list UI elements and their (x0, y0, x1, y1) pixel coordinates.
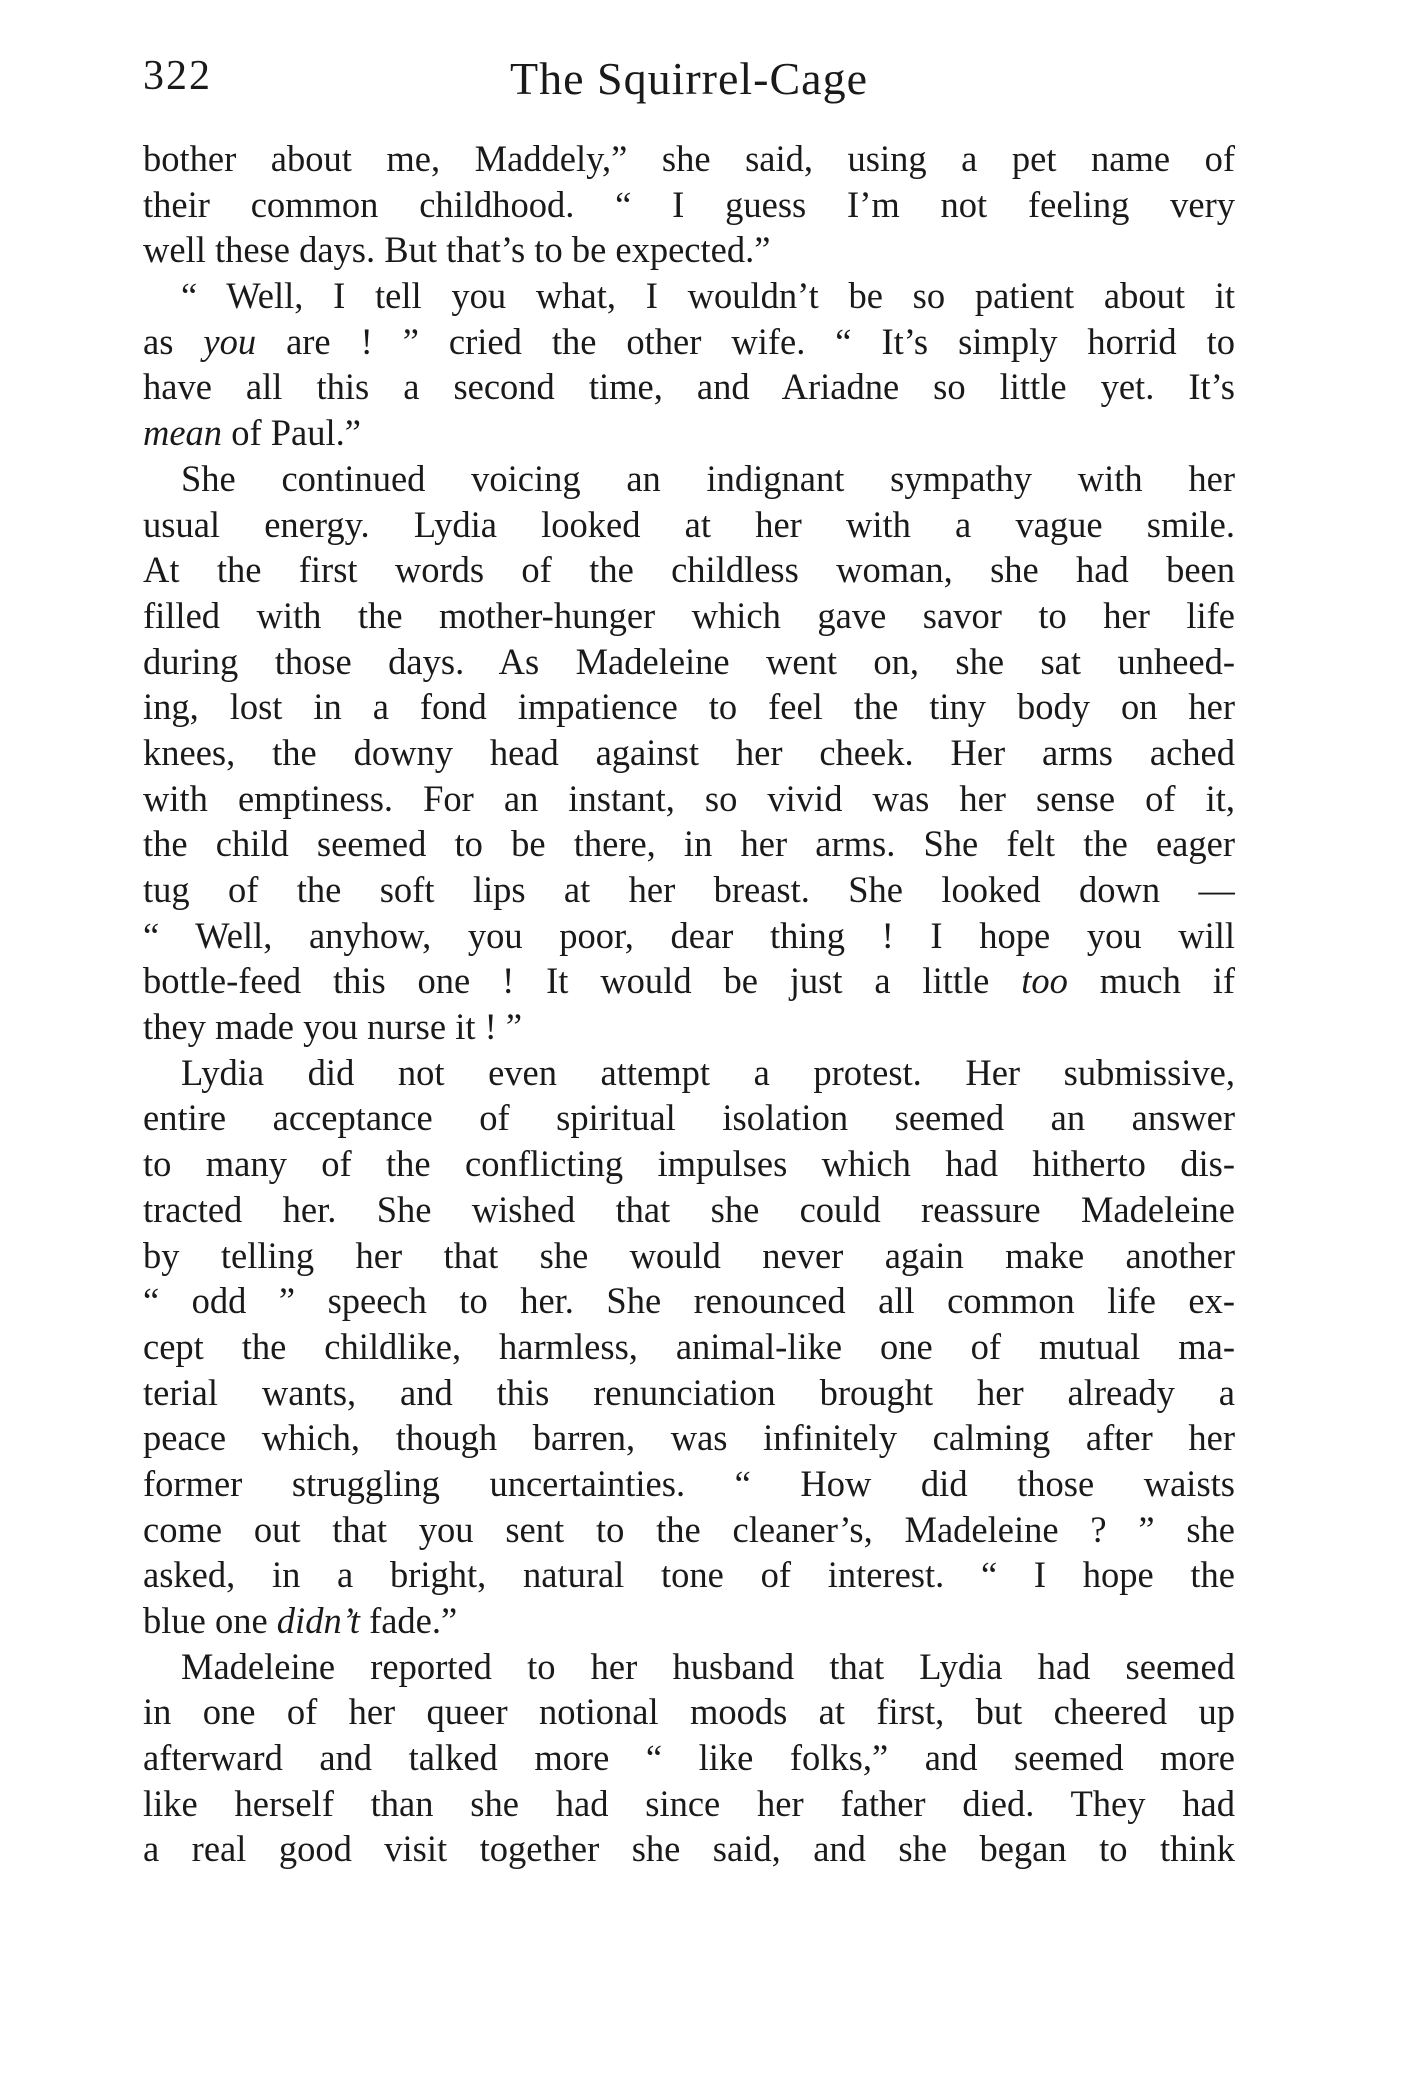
text-segment: Madeleine reported to her husband that Lydia had seemed (181, 1645, 1235, 1687)
text-segment: to many of the conflicting impulses which had hitherto dis- (143, 1143, 1235, 1185)
text-line (143, 1095, 1235, 1141)
text-line (143, 593, 1235, 639)
text-line (143, 958, 1235, 1004)
text-line (143, 227, 1235, 273)
running-head (143, 52, 1235, 112)
italic-text: too (1021, 960, 1068, 1002)
text-segment: afterward and talked more “ like folks,” and seemed more (143, 1737, 1235, 1779)
text-segment: bottle-feed this one ! It would be just a little (143, 960, 1022, 1002)
text-segment: blue one (143, 1600, 277, 1641)
text-line (143, 730, 1235, 776)
text-line (143, 547, 1235, 593)
text-segment: their common childhood. “ I guess I’m not feeling very (143, 183, 1235, 225)
text-segment: are ! ” cried the other wife. “ It’s simply horrid to (256, 320, 1235, 362)
text-segment: by telling her that she would never again make another (143, 1234, 1235, 1276)
text-segment: “ Well, I tell you what, I wouldn’t be so patient about it (181, 275, 1235, 317)
text-line (143, 136, 1235, 182)
text-segment: knees, the downy head against her cheek. Her arms ached (143, 731, 1235, 773)
text-segment: they made you nurse it ! ” (143, 1006, 523, 1048)
text-segment: entire acceptance of spiritual isolation seemed an answer (143, 1097, 1235, 1139)
body-text (143, 136, 1235, 1872)
text-line (143, 1689, 1235, 1735)
text-line (143, 867, 1235, 913)
text-line (143, 1826, 1235, 1872)
text-segment: usual energy. Lydia looked at her with a vague smile. (143, 503, 1235, 545)
text-segment: fade.” (359, 1600, 458, 1641)
text-segment: have all this a second time, and Ariadne so little yet. It’s (143, 366, 1235, 408)
italic-text: you (203, 320, 257, 362)
text-line (143, 456, 1235, 502)
text-segment: ing, lost in a fond impatience to feel the tiny body on her (143, 686, 1235, 728)
text-line (143, 182, 1235, 228)
italic-text: mean (143, 412, 223, 454)
text-line (143, 1415, 1235, 1461)
text-line (143, 410, 1235, 456)
text-line (143, 913, 1235, 959)
text-line (143, 1141, 1235, 1187)
text-segment: filled with the mother-hunger which gave savor to her life (143, 594, 1235, 636)
text-segment: a real good visit together she said, and she began to think (143, 1828, 1235, 1870)
text-segment: terial wants, and this renunciation brought her already a (143, 1371, 1235, 1413)
text-line (143, 1050, 1235, 1096)
text-segment: Lydia did not even attempt a protest. Her submissive, (181, 1051, 1235, 1093)
text-line (143, 1187, 1235, 1233)
text-line (143, 1644, 1235, 1690)
text-segment: bother about me, Maddely,” she said, using a pet name of (143, 138, 1235, 179)
text-segment: former struggling uncertainties. “ How did those waists (143, 1462, 1235, 1504)
text-segment: “ Well, anyhow, you poor, dear thing ! I hope you will (143, 914, 1235, 956)
text-line (143, 1233, 1235, 1279)
text-line (143, 1461, 1235, 1507)
text-line (143, 1324, 1235, 1370)
text-segment: well these days. But that’s to be expected.” (143, 229, 771, 271)
text-segment: asked, in a bright, natural tone of interest. “ I hope the (143, 1554, 1235, 1596)
text-line (143, 684, 1235, 730)
text-line (143, 1552, 1235, 1598)
text-line (143, 1278, 1235, 1324)
running-title: The Squirrel-Cage (509, 53, 869, 104)
text-segment: tracted her. She wished that she could reassure Madeleine (143, 1188, 1235, 1230)
text-segment: in one of her queer notional moods at first, but cheered up (143, 1691, 1235, 1733)
text-line (143, 364, 1235, 410)
text-segment: cept the childlike, harmless, animal-like one of mutual ma- (143, 1325, 1235, 1367)
text-line (143, 821, 1235, 867)
text-segment: of Paul.” (222, 412, 361, 454)
text-segment: much if (1067, 960, 1235, 1002)
text-line (143, 1781, 1235, 1827)
italic-text: didn’t (276, 1600, 360, 1641)
text-line (143, 319, 1235, 365)
text-segment: tug of the soft lips at her breast. She looked down — (143, 869, 1235, 910)
text-line (143, 1598, 1235, 1644)
text-line (143, 273, 1235, 319)
page-number: 322 (143, 53, 212, 99)
text-line (143, 639, 1235, 685)
text-line (143, 1004, 1235, 1050)
text-segment: peace which, though barren, was infinitely calming after her (143, 1417, 1235, 1459)
text-segment: during those days. As Madeleine went on, she sat unheed- (143, 640, 1235, 682)
text-line (143, 776, 1235, 822)
text-line (143, 1370, 1235, 1416)
text-segment: come out that you sent to the cleaner’s, Madeleine ? ” she (143, 1508, 1235, 1550)
text-segment: “ odd ” speech to her. She renounced all common life ex- (143, 1280, 1235, 1322)
text-segment: She continued voicing an indignant sympathy with her (181, 457, 1235, 499)
text-line (143, 502, 1235, 548)
text-segment: like herself than she had since her father died. They had (143, 1782, 1235, 1824)
text-segment: as (143, 320, 204, 362)
text-segment: the child seemed to be there, in her arms. She felt the eager (143, 823, 1235, 865)
text-line (143, 1735, 1235, 1781)
text-segment: with emptiness. For an instant, so vivid was her sense of it, (143, 777, 1235, 819)
text-segment: At the first words of the childless woman, she had been (143, 549, 1235, 591)
text-line (143, 1507, 1235, 1553)
